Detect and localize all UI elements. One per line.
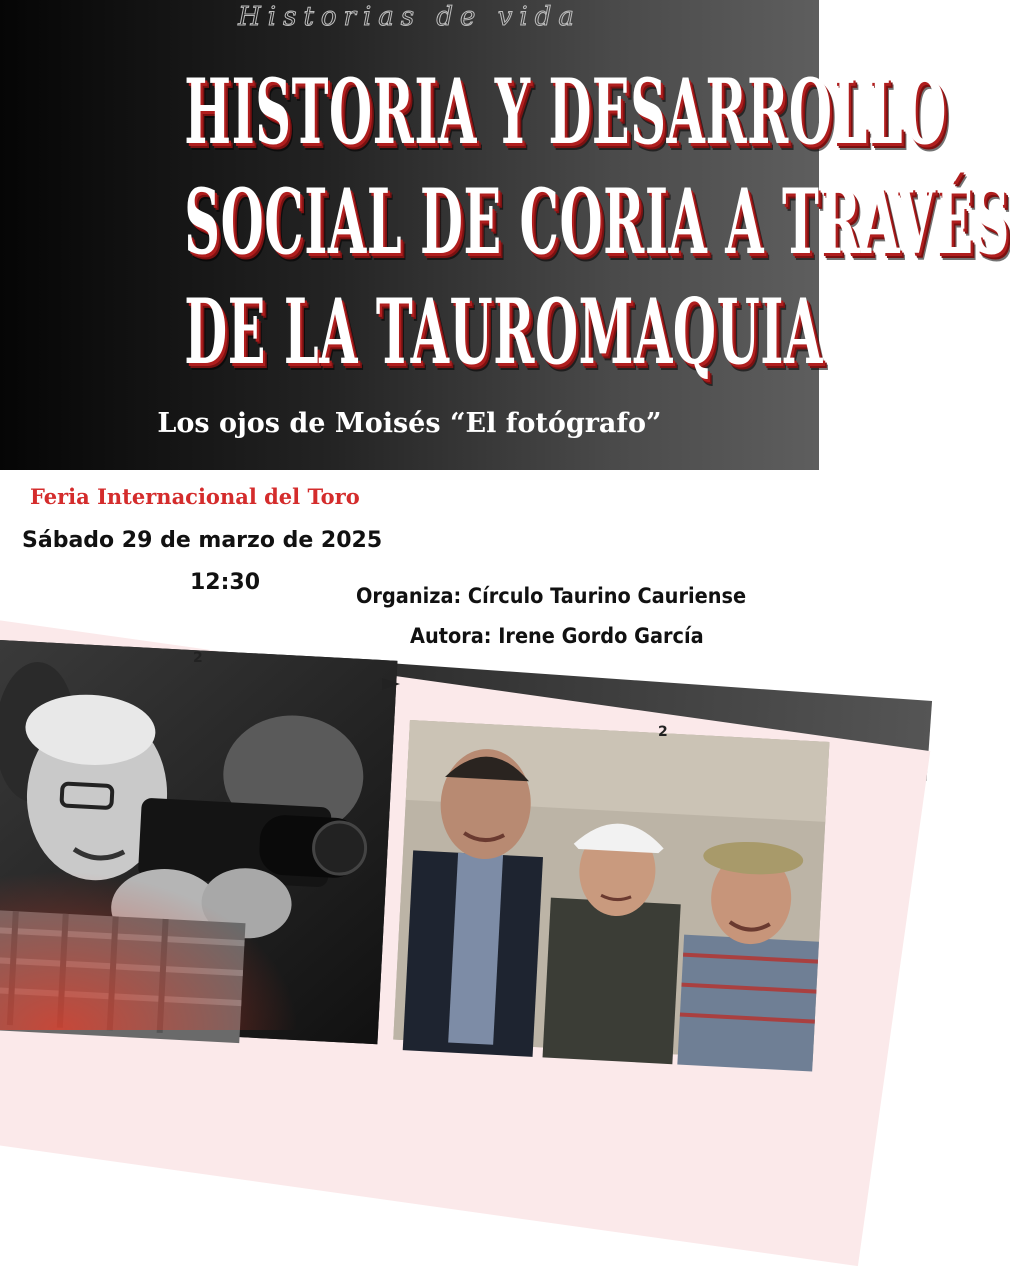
title-line-2: SOCIAL DE CORIA A TRAVÉS — [184, 169, 1010, 275]
header-banner — [0, 0, 1010, 470]
subtitle: Los ojos de Moisés “El fotógrafo” — [157, 408, 662, 439]
red-glow-overlay — [0, 870, 300, 1030]
event-time: 12:30 — [190, 570, 261, 595]
title-line-3: DE LA TAUROMAQUIA — [184, 279, 823, 385]
photo-three-men — [393, 720, 829, 1062]
kicker-text: Historias de vida — [238, 2, 581, 32]
author: Autora: Irene Gordo García — [410, 624, 704, 648]
organizer: Organiza: Círculo Taurino Cauriense — [356, 584, 747, 608]
film-arrow-icon — [382, 678, 400, 690]
frame-number-2: 2 — [658, 724, 668, 740]
event-date: Sábado 29 de marzo de 2025 — [22, 528, 383, 553]
three-men-illustration — [393, 720, 829, 1062]
frame-number-1: 2 — [193, 650, 203, 666]
fair-name: Feria Internacional del Toro — [30, 484, 360, 509]
title-line-1: HISTORIA Y DESARROLLO — [184, 59, 947, 165]
